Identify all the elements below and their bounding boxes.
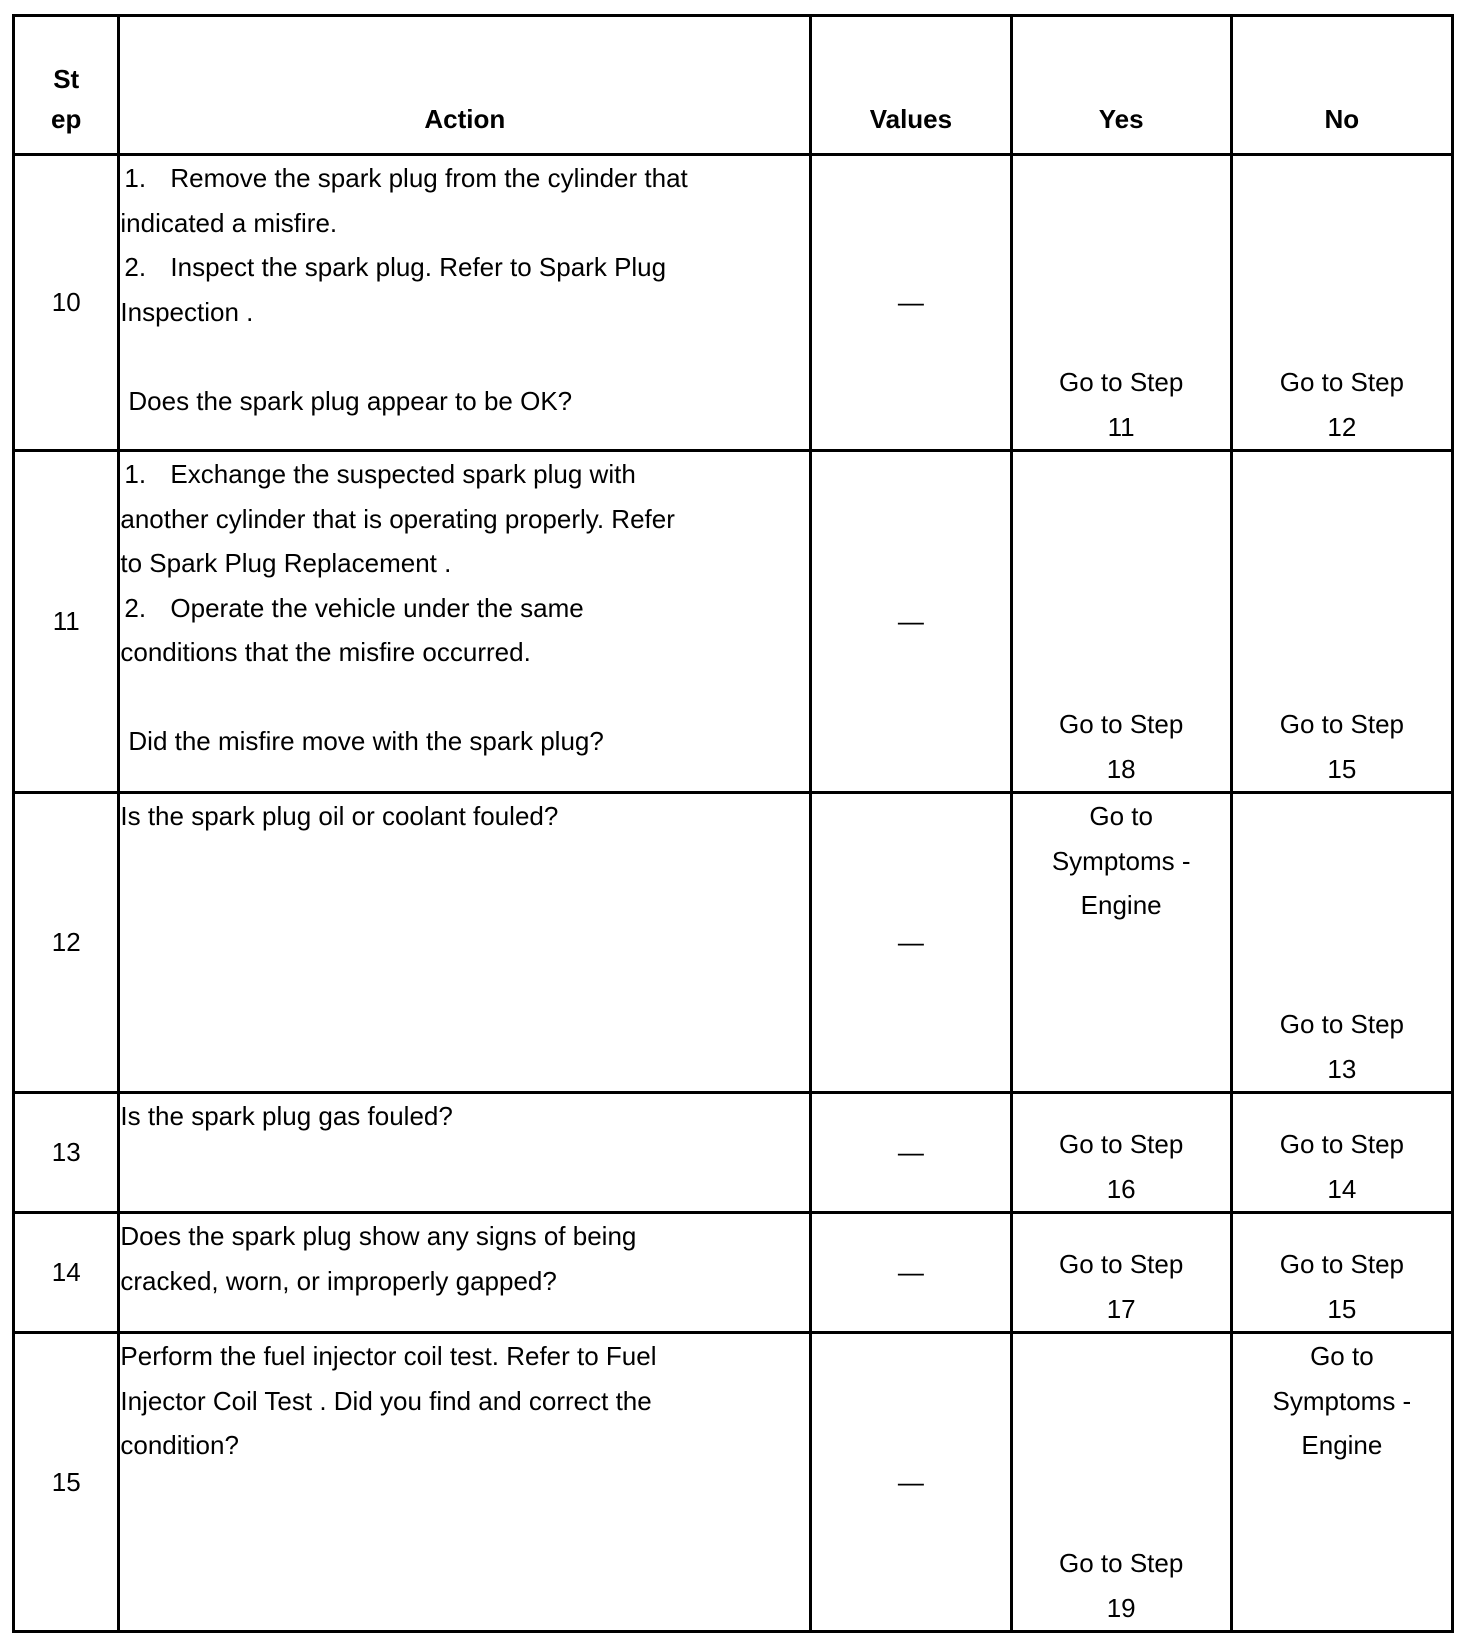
- no-cell: [1231, 451, 1452, 793]
- yes-text: Symptoms -: [1051, 845, 1191, 876]
- action-text: condition?: [120, 1430, 239, 1460]
- step-cell: 14: [14, 1213, 119, 1333]
- value-cell: —: [811, 793, 1011, 1093]
- no-step-number: 15: [1327, 1293, 1357, 1324]
- header-row: [14, 16, 1453, 155]
- yes-step-number: 17: [1106, 1293, 1136, 1324]
- no-cell: [1231, 1213, 1452, 1333]
- header-step: [14, 16, 119, 155]
- no-text: Go to: [1310, 1341, 1374, 1371]
- no-text: Engine: [1301, 1430, 1383, 1460]
- no-text: Symptoms -: [1272, 1385, 1412, 1416]
- list-number: 2.: [124, 252, 147, 282]
- header-action: Action: [119, 16, 811, 155]
- diagnostic-table: [12, 14, 1454, 1633]
- yes-text: Go to Step: [1059, 709, 1184, 739]
- yes-step-number: 19: [1106, 1592, 1136, 1623]
- action-cell: [119, 1333, 811, 1632]
- action-text: cracked, worn, or improperly gapped?: [120, 1265, 557, 1296]
- header-values: Values: [811, 16, 1011, 155]
- step-cell: 11: [14, 451, 119, 793]
- table-row: [14, 793, 1453, 1093]
- no-cell: [1231, 1093, 1452, 1213]
- no-step-number: 13: [1327, 1053, 1357, 1084]
- table-row: [14, 155, 1453, 451]
- list-number: 2.: [124, 592, 147, 623]
- no-cell: [1231, 1333, 1452, 1632]
- header-yes: Yes: [1011, 16, 1231, 155]
- step-cell: 13: [14, 1093, 119, 1213]
- yes-text: Engine: [1080, 890, 1162, 920]
- yes-step-number: 11: [1107, 411, 1135, 442]
- no-text: Go to Step: [1279, 1009, 1405, 1039]
- no-cell: [1231, 155, 1452, 451]
- list-text: indicated a misfire.: [120, 207, 338, 238]
- yes-text: Go to Step: [1059, 367, 1184, 397]
- no-step-number: 14: [1327, 1173, 1357, 1204]
- list-text: Operate the vehicle under the same: [170, 592, 584, 623]
- step-cell: 10: [14, 155, 119, 451]
- value-cell: —: [811, 1093, 1011, 1213]
- action-cell: [119, 451, 811, 793]
- no-text: Go to Step: [1279, 367, 1405, 397]
- list-number: 1.: [124, 163, 147, 193]
- yes-cell: [1011, 1093, 1231, 1213]
- list-item: [120, 156, 809, 201]
- header-step-line2: ep: [51, 104, 82, 134]
- yes-cell: [1011, 155, 1231, 451]
- yes-step-number: 16: [1106, 1173, 1136, 1204]
- list-item: [120, 586, 809, 631]
- table-row: [14, 1213, 1453, 1333]
- question-text: Did the misfire move with the spark plug?: [128, 726, 604, 756]
- table-row: [14, 1093, 1453, 1213]
- action-text: Does the spark plug show any signs of being: [120, 1221, 637, 1251]
- value-cell: —: [811, 1213, 1011, 1333]
- yes-text: Go to Step: [1059, 1249, 1184, 1279]
- table-row: [14, 451, 1453, 793]
- list-text: conditions that the misfire occurred.: [120, 637, 531, 667]
- header-step-line1: St: [53, 64, 80, 94]
- action-cell: Is the spark plug oil or coolant fouled?: [119, 793, 811, 1093]
- question-text: Does the spark plug appear to be OK?: [128, 385, 573, 416]
- action-cell: [119, 155, 811, 451]
- list-text: Inspect the spark plug. Refer to Spark Plug: [170, 252, 667, 282]
- step-cell: 15: [14, 1333, 119, 1632]
- no-step-number: 15: [1327, 753, 1357, 784]
- no-text: Go to Step: [1279, 1129, 1405, 1159]
- no-text: Go to Step: [1279, 1249, 1405, 1279]
- table-row: [14, 1333, 1453, 1632]
- action-text: Perform the fuel injector coil test. Refer to Fuel: [120, 1341, 657, 1371]
- list-item: [120, 452, 809, 497]
- list-number: 1.: [124, 459, 147, 489]
- list-text: to Spark Plug Replacement .: [120, 548, 452, 578]
- yes-step-number: 18: [1106, 753, 1136, 784]
- list-text: Inspection .: [120, 296, 254, 327]
- action-cell: [119, 1213, 811, 1333]
- yes-text: Go to Step: [1059, 1129, 1184, 1159]
- no-text: Go to Step: [1279, 709, 1405, 739]
- value-cell: —: [811, 451, 1011, 793]
- yes-text: Go to Step: [1059, 1548, 1184, 1578]
- action-text: Injector Coil Test . Did you find and correct the: [120, 1385, 652, 1416]
- list-text: another cylinder that is operating properly. Refer: [120, 503, 675, 534]
- yes-cell: [1011, 1213, 1231, 1333]
- header-no: No: [1231, 16, 1452, 155]
- no-cell: [1231, 793, 1452, 1093]
- list-text: Exchange the suspected spark plug with: [170, 459, 636, 489]
- no-step-number: 12: [1327, 411, 1357, 442]
- step-cell: 12: [14, 793, 119, 1093]
- yes-cell: [1011, 1333, 1231, 1632]
- list-text: Remove the spark plug from the cylinder that: [170, 163, 688, 193]
- yes-cell: [1011, 793, 1231, 1093]
- value-cell: —: [811, 155, 1011, 451]
- action-cell: Is the spark plug gas fouled?: [119, 1093, 811, 1213]
- list-item: [120, 245, 809, 290]
- yes-text: Go to: [1089, 801, 1153, 831]
- value-cell: —: [811, 1333, 1011, 1632]
- yes-cell: [1011, 451, 1231, 793]
